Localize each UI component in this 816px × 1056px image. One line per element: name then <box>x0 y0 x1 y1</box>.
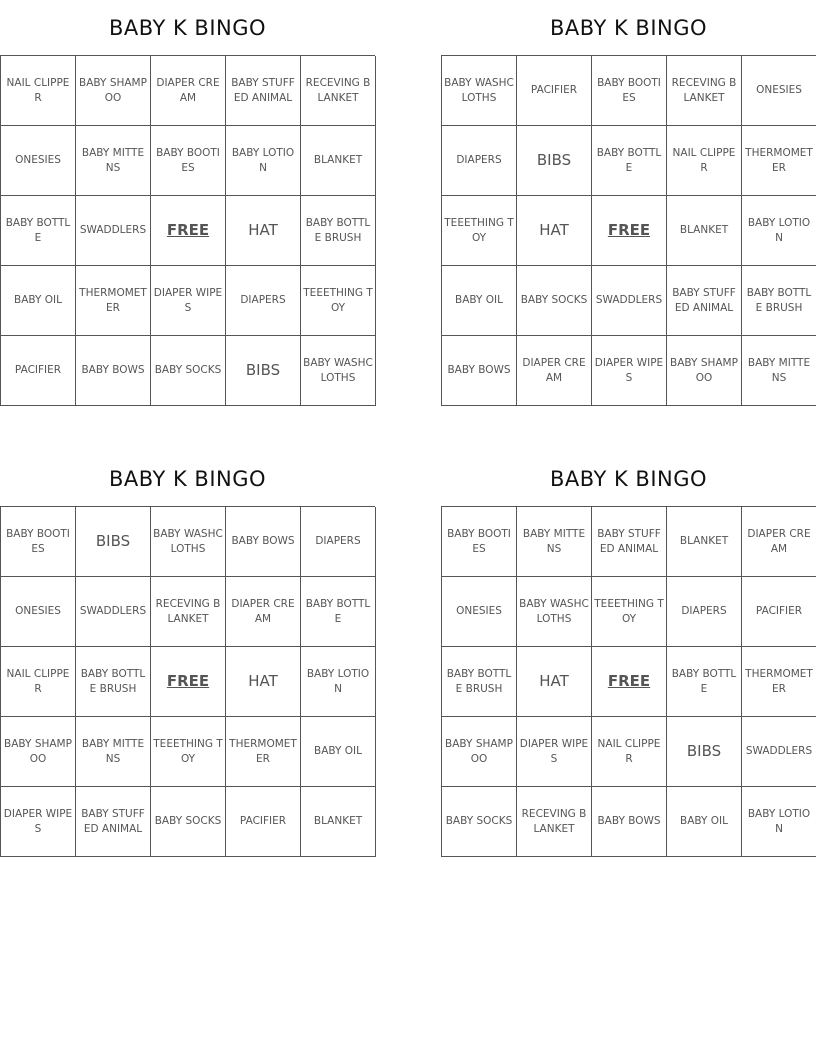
bingo-cell: BABY SOCKS <box>517 266 592 336</box>
bingo-cell: BABY BOWS <box>76 336 151 406</box>
bingo-cell: DIAPER CREAM <box>742 507 816 577</box>
bingo-card-4 <box>441 451 816 857</box>
bingo-cell: DIAPERS <box>301 507 376 577</box>
bingo-cell: BABY BOTTLE <box>301 577 376 647</box>
bingo-cell: DIAPERS <box>442 126 517 196</box>
bingo-cell: DIAPERS <box>667 577 742 647</box>
bingo-cell: SWADDLERS <box>592 266 667 336</box>
bingo-cell: NAIL CLIPPER <box>592 717 667 787</box>
bingo-cell: HAT <box>517 196 592 266</box>
bingo-cell: BABY SHAMPOO <box>667 336 742 406</box>
bingo-cell: HAT <box>226 647 301 717</box>
bingo-cell: BABY SOCKS <box>151 787 226 857</box>
bingo-cell: BABY SHAMPOO <box>76 56 151 126</box>
bingo-cell: BABY BOOTIES <box>592 56 667 126</box>
bingo-cell: BABY OIL <box>1 266 76 336</box>
bingo-grid <box>441 55 816 406</box>
bingo-cell: PACIFIER <box>1 336 76 406</box>
bingo-cell: BABY STUFFED ANIMAL <box>76 787 151 857</box>
bingo-cell: BABY BOWS <box>592 787 667 857</box>
bingo-cell: ONESIES <box>1 126 76 196</box>
bingo-cell: PACIFIER <box>517 56 592 126</box>
bingo-cell: BIBS <box>667 717 742 787</box>
bingo-cell: THERMOMETER <box>742 126 816 196</box>
bingo-cell: RECEVING BLANKET <box>517 787 592 857</box>
bingo-cell: BABY BOTTLE BRUSH <box>442 647 517 717</box>
bingo-cell: BLANKET <box>667 507 742 577</box>
bingo-cell: BABY STUFFED ANIMAL <box>667 266 742 336</box>
bingo-cell: BABY LOTION <box>301 647 376 717</box>
bingo-cell: DIAPER WIPES <box>151 266 226 336</box>
bingo-grid <box>0 506 375 857</box>
card-title: BABY K BINGO <box>108 16 267 40</box>
bingo-cell: ONESIES <box>1 577 76 647</box>
bingo-cell: RECEVING BLANKET <box>151 577 226 647</box>
bingo-cell: BABY BOTTLE BRUSH <box>76 647 151 717</box>
bingo-cell: BABY BOTTLE BRUSH <box>742 266 816 336</box>
bingo-free-space: FREE <box>592 647 667 717</box>
bingo-cell: SWADDLERS <box>76 196 151 266</box>
bingo-cell: NAIL CLIPPER <box>1 647 76 717</box>
bingo-cell: BABY OIL <box>667 787 742 857</box>
bingo-grid <box>441 506 816 857</box>
bingo-cell: TEEETHING TOY <box>301 266 376 336</box>
bingo-cell: PACIFIER <box>742 577 816 647</box>
bingo-cell: BIBS <box>76 507 151 577</box>
bingo-cell: ONESIES <box>742 56 816 126</box>
bingo-cell: RECEVING BLANKET <box>667 56 742 126</box>
bingo-cell: BLANKET <box>301 126 376 196</box>
bingo-card-2 <box>441 0 816 406</box>
bingo-cell: THERMOMETER <box>226 717 301 787</box>
bingo-cell: BIBS <box>517 126 592 196</box>
bingo-cell: BABY WASHCLOTHS <box>517 577 592 647</box>
bingo-cell: BABY BOTTLE <box>592 126 667 196</box>
bingo-cell: DIAPER WIPES <box>517 717 592 787</box>
bingo-cell: SWADDLERS <box>742 717 816 787</box>
bingo-free-space: FREE <box>151 196 226 266</box>
bingo-cell: BABY WASHCLOTHS <box>442 56 517 126</box>
bingo-cell: RECEVING BLANKET <box>301 56 376 126</box>
bingo-cell: DIAPERS <box>226 266 301 336</box>
bingo-cell: BABY MITTENS <box>517 507 592 577</box>
bingo-cell: BABY WASHCLOTHS <box>301 336 376 406</box>
bingo-cell: THERMOMETER <box>742 647 816 717</box>
bingo-cell: BABY BOTTLE <box>667 647 742 717</box>
bingo-free-space: FREE <box>592 196 667 266</box>
bingo-cell: BABY WASHCLOTHS <box>151 507 226 577</box>
card-title: BABY K BINGO <box>549 16 708 40</box>
bingo-cell: BABY BOOTIES <box>1 507 76 577</box>
bingo-cell: BABY LOTION <box>226 126 301 196</box>
bingo-cell: BABY SHAMPOO <box>442 717 517 787</box>
bingo-cell: PACIFIER <box>226 787 301 857</box>
bingo-cell: BLANKET <box>301 787 376 857</box>
bingo-cell: BABY STUFFED ANIMAL <box>226 56 301 126</box>
bingo-cell: BABY STUFFED ANIMAL <box>592 507 667 577</box>
bingo-cell: BABY OIL <box>301 717 376 787</box>
bingo-cell: BABY BOTTLE <box>1 196 76 266</box>
bingo-cell: DIAPER CREAM <box>226 577 301 647</box>
bingo-card-3 <box>0 451 375 857</box>
card-title: BABY K BINGO <box>549 467 708 491</box>
bingo-cell: BLANKET <box>667 196 742 266</box>
bingo-cell: BABY BOTTLE BRUSH <box>301 196 376 266</box>
bingo-cell: BABY MITTENS <box>76 717 151 787</box>
bingo-cell: BABY SOCKS <box>151 336 226 406</box>
bingo-cell: TEEETHING TOY <box>442 196 517 266</box>
bingo-cell: TEEETHING TOY <box>151 717 226 787</box>
bingo-cell: BABY SHAMPOO <box>1 717 76 787</box>
bingo-cell: SWADDLERS <box>76 577 151 647</box>
bingo-cell: HAT <box>517 647 592 717</box>
bingo-cell: DIAPER WIPES <box>1 787 76 857</box>
bingo-cell: DIAPER WIPES <box>592 336 667 406</box>
bingo-cell: DIAPER CREAM <box>517 336 592 406</box>
bingo-cell: NAIL CLIPPER <box>667 126 742 196</box>
bingo-cell: BABY BOWS <box>226 507 301 577</box>
bingo-free-space: FREE <box>151 647 226 717</box>
bingo-cell: BIBS <box>226 336 301 406</box>
bingo-cell: TEEETHING TOY <box>592 577 667 647</box>
bingo-cell: BABY MITTENS <box>76 126 151 196</box>
bingo-cell: DIAPER CREAM <box>151 56 226 126</box>
bingo-cell: ONESIES <box>442 577 517 647</box>
bingo-cell: BABY OIL <box>442 266 517 336</box>
bingo-cell: BABY LOTION <box>742 196 816 266</box>
bingo-cell: BABY BOWS <box>442 336 517 406</box>
bingo-cell: BABY LOTION <box>742 787 816 857</box>
bingo-cell: BABY MITTENS <box>742 336 816 406</box>
bingo-cell: BABY BOOTIES <box>151 126 226 196</box>
bingo-cell: HAT <box>226 196 301 266</box>
bingo-cell: NAIL CLIPPER <box>1 56 76 126</box>
bingo-cell: BABY SOCKS <box>442 787 517 857</box>
card-title: BABY K BINGO <box>108 467 267 491</box>
bingo-cell: THERMOMETER <box>76 266 151 336</box>
bingo-cell: BABY BOOTIES <box>442 507 517 577</box>
bingo-grid <box>0 55 375 406</box>
bingo-card-1 <box>0 0 375 406</box>
